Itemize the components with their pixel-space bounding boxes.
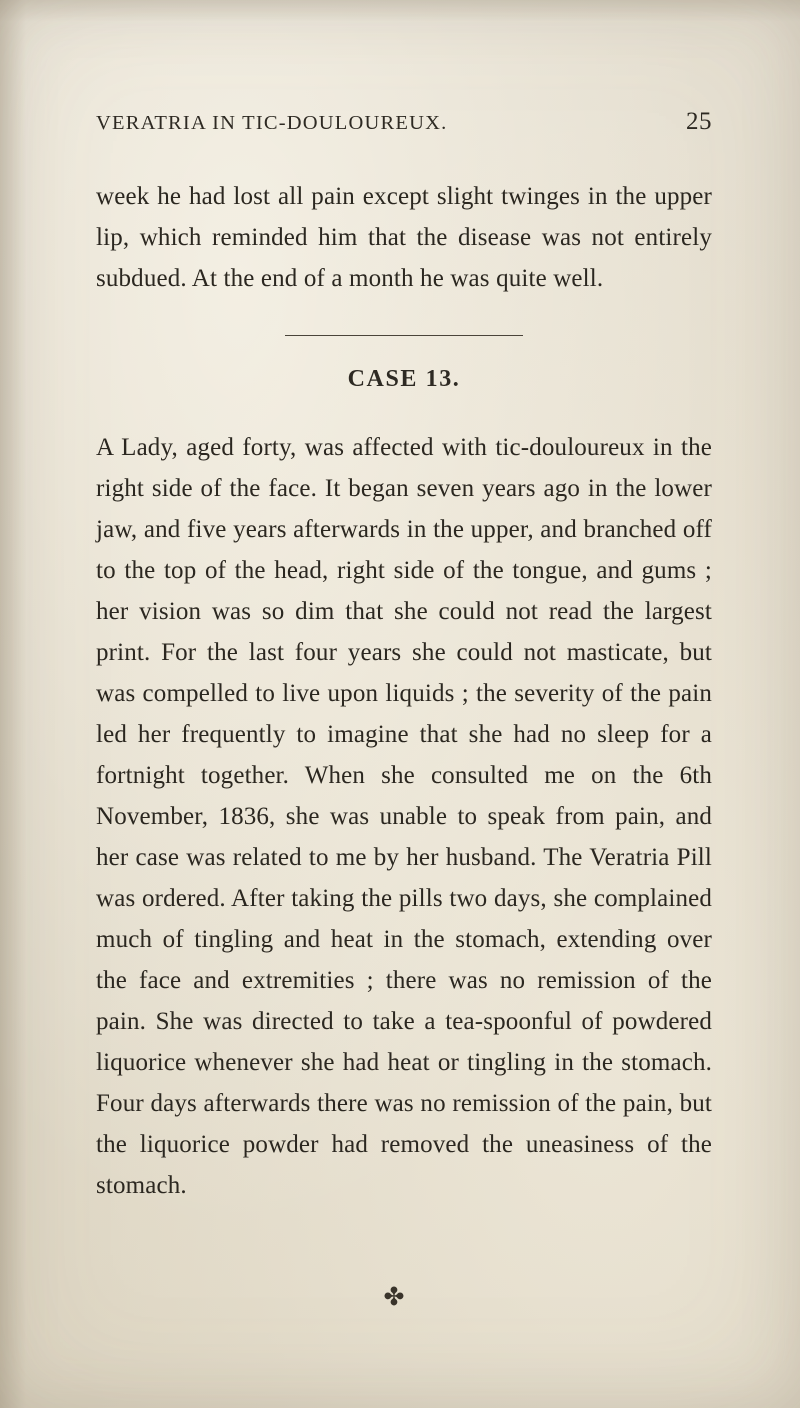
page-edge-shadow-top	[0, 0, 800, 22]
page-edge-shadow-left	[0, 0, 26, 1408]
page-footer-ornament	[0, 1282, 800, 1312]
page-number: 25	[686, 108, 712, 135]
running-head	[96, 108, 712, 136]
section-divider-rule	[285, 335, 523, 336]
footer-ornament-glyph: ✤	[383, 1284, 405, 1311]
running-head-title: VERATRIA IN TIC-DOULOUREUX.	[96, 112, 448, 134]
page-content	[96, 108, 712, 1218]
case-heading: CASE 13.	[347, 366, 461, 392]
case-body-paragraph: A Lady, aged forty, was affected with tic-douloureux in the right side of the face. It began seven years ago in the lower jaw, and five years afterwards in the upper, and branched off to the top of the head, right side of the tongue, and gums ; her vision was so dim that she could not read the largest print. For the last four years she could not masticate, but was compelled to live upon liquids ; the severity of the pain led her frequently to imagine that she had no sleep for a fortnight together. When she consulted me on the 6th November, 1836, she was unable to speak from pain, and her case was related to me by her husband. The Veratria Pill was ordered. After taking the pills two days, she complained much of tingling and heat in the stomach, extending over the face and extremities ; there was no remission of the pain. She was directed to take a tea-spoonful of powdered liquorice whenever she had heat or tingling in the stomach. Four days afterwards there was no remission of the pain, but the liquorice powder had removed the uneasiness of the stomach.	[96, 434, 712, 1199]
paragraph-continuation: week he had lost all pain except slight twinges in the upper lip, which reminded him that the disease was not entirely subdued. At the end of a month he was quite well.	[96, 183, 712, 292]
